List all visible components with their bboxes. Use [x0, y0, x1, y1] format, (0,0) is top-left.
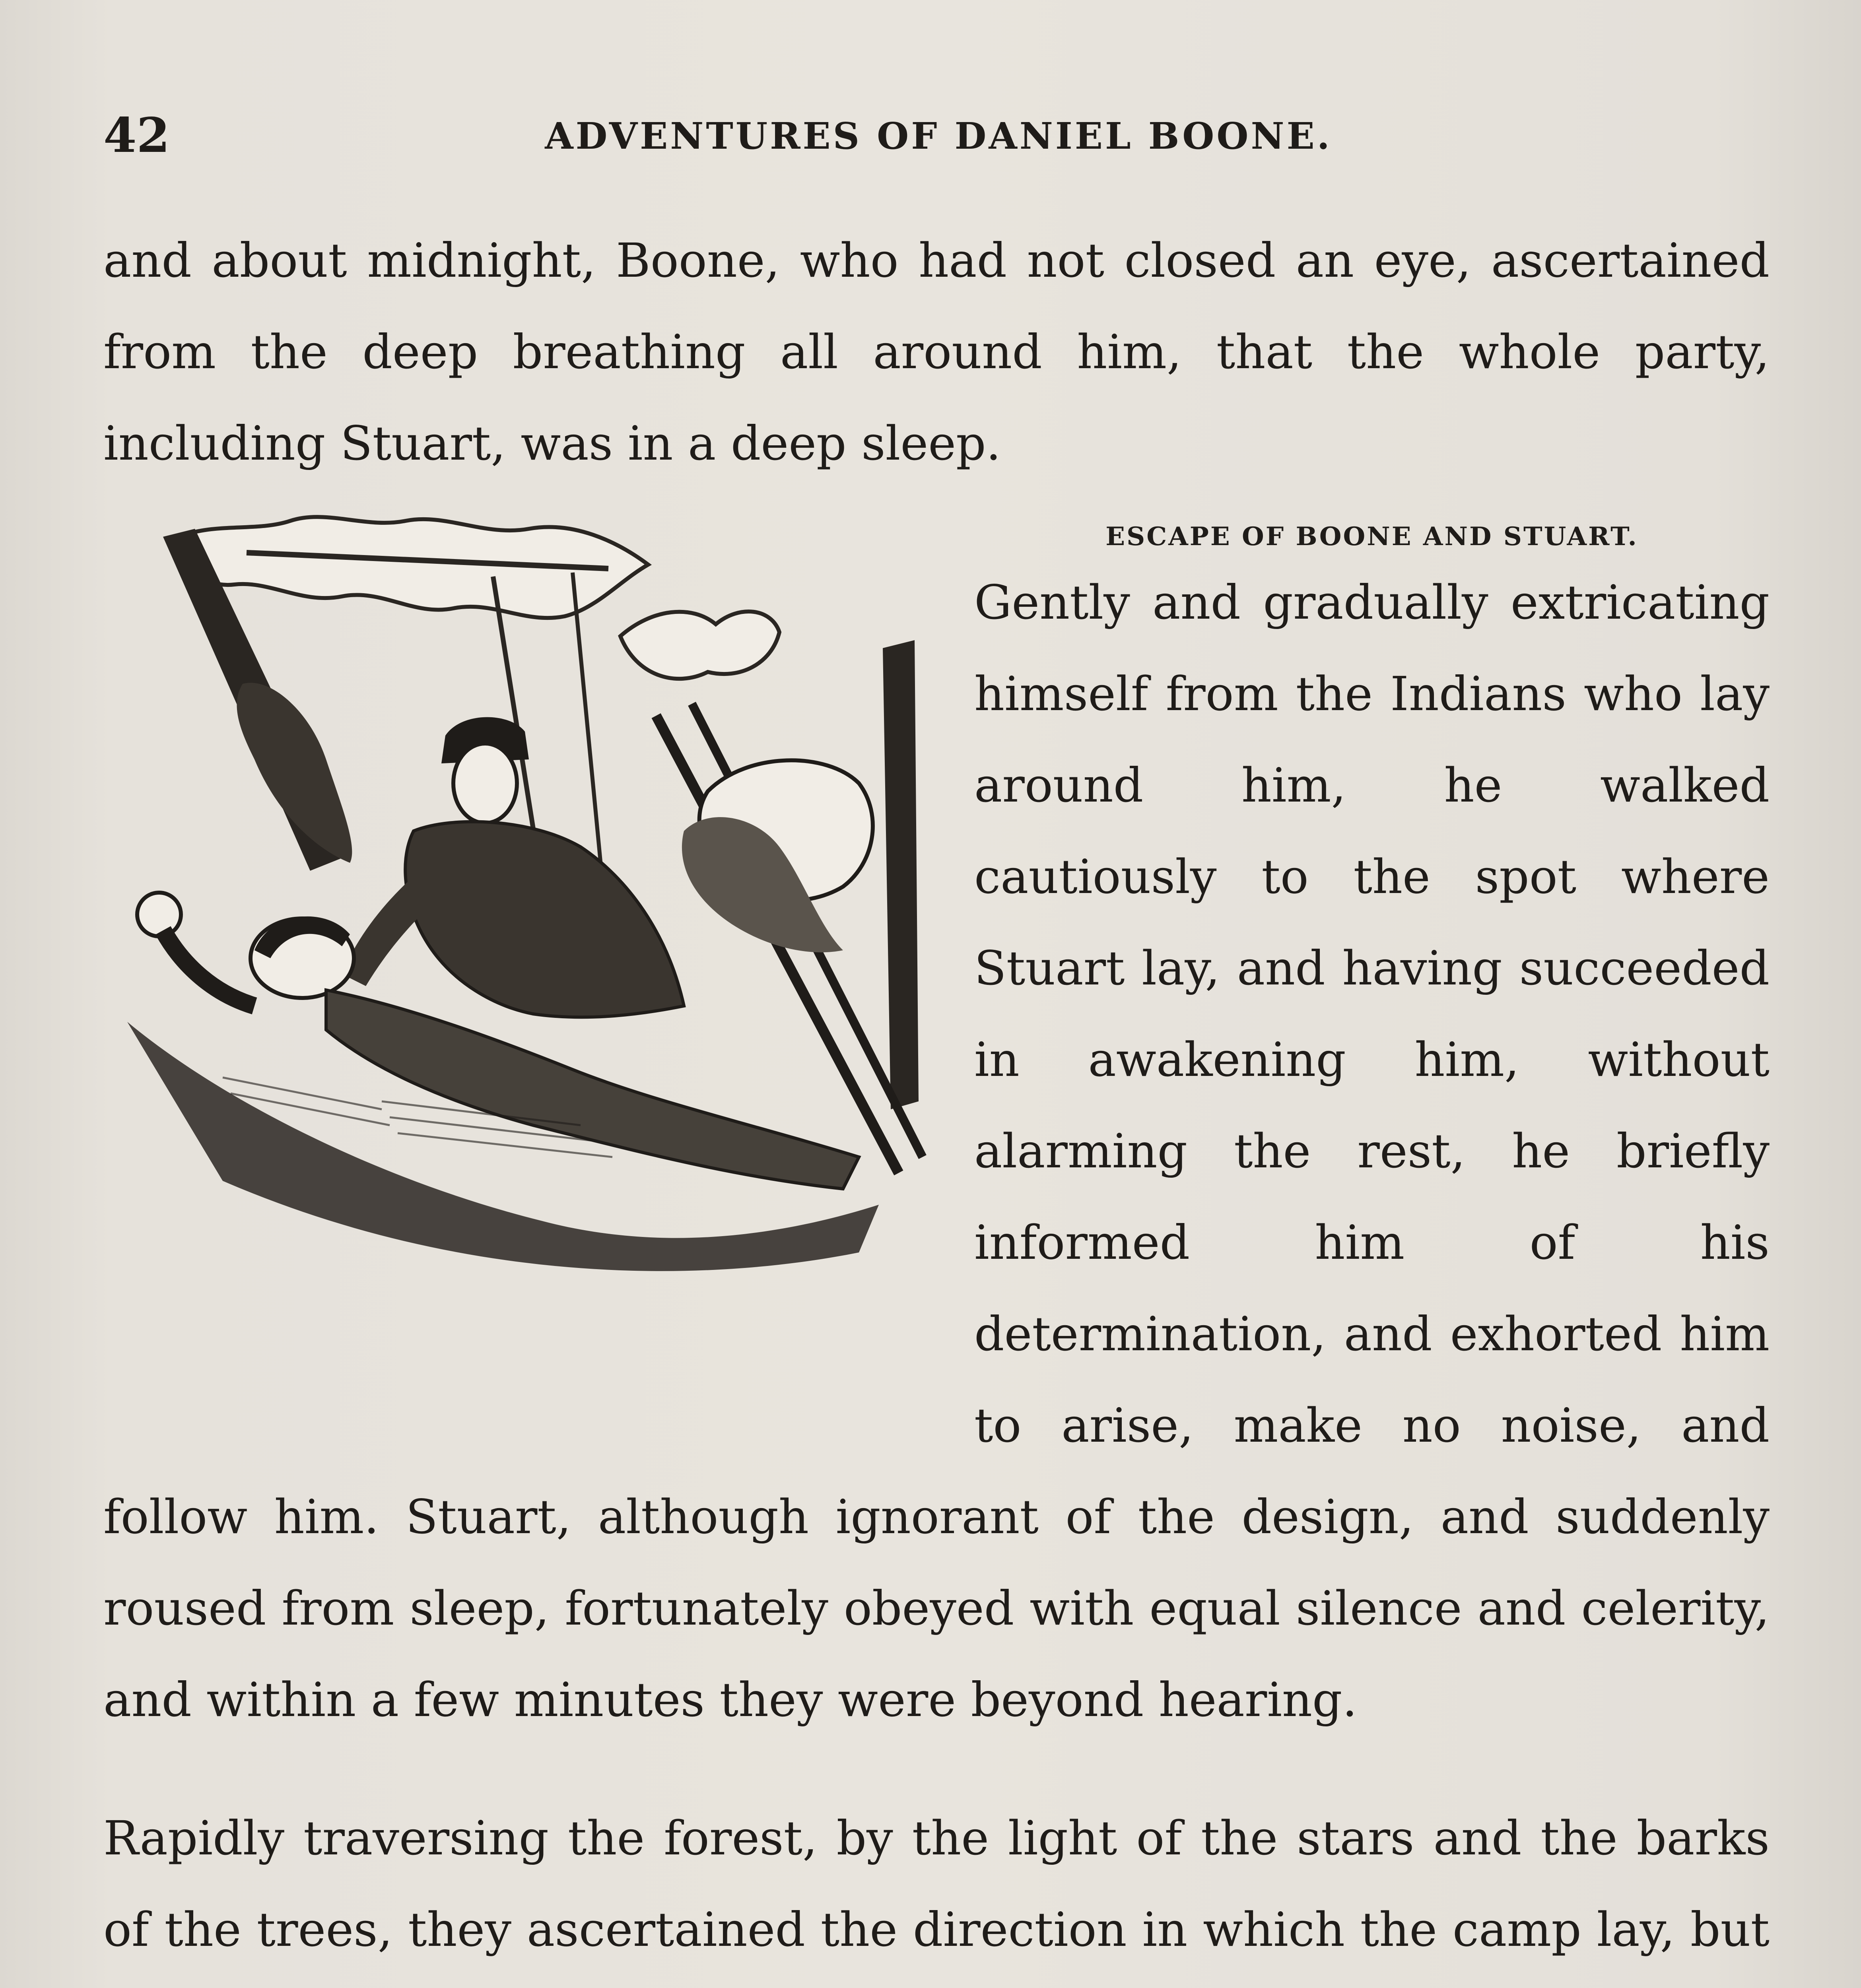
stuart-hand: [137, 893, 181, 936]
page-number: 42: [103, 107, 170, 163]
running-head: ADVENTURES OF DANIEL BOONE.: [545, 115, 1332, 157]
paragraph-1-continuation: Gently and gradually extricating himself from the Indians who lay around him, he walked cautiously to the spot where Stuart lay, and having succeeded in awakening him, without alarming the rest, he briefly informed him of his determination, and exhorted him to arise, make no noise, and follow him. Stuart, although ignorant of the design, and suddenly roused from sleep, fortunately obeyed with equal silence and celerity, and within a few minutes they were beyond hearing.: [103, 575, 1770, 1727]
stuart-body: [326, 990, 859, 1189]
escape-illustration-engraving: [103, 505, 930, 1300]
stuart-arm: [163, 930, 254, 1006]
tree-right: [883, 640, 919, 1109]
smoke-cloud-small: [620, 612, 779, 679]
paragraph-2: Rapidly traversing the forest, by the light of the stars and the barks of the trees, they ascertained the direction in which the camp lay, but: [103, 1811, 1770, 1957]
paragraph-1: [103, 215, 1770, 489]
boone-head: [453, 744, 517, 823]
body-text: [103, 215, 1770, 1988]
tree-foliage: [237, 683, 352, 863]
paragraph-1-opening: and about midnight, Boone, who had not closed an eye, ascertained from the deep breathing all around him, that the whole party, including Stuart, was in a deep sleep.: [103, 233, 1770, 471]
boone-body: [405, 822, 684, 1017]
figure-caption: ESCAPE OF BOONE AND STUART.: [1105, 522, 1638, 551]
illustration-figure: [103, 505, 930, 1419]
page-header: [103, 107, 1774, 171]
